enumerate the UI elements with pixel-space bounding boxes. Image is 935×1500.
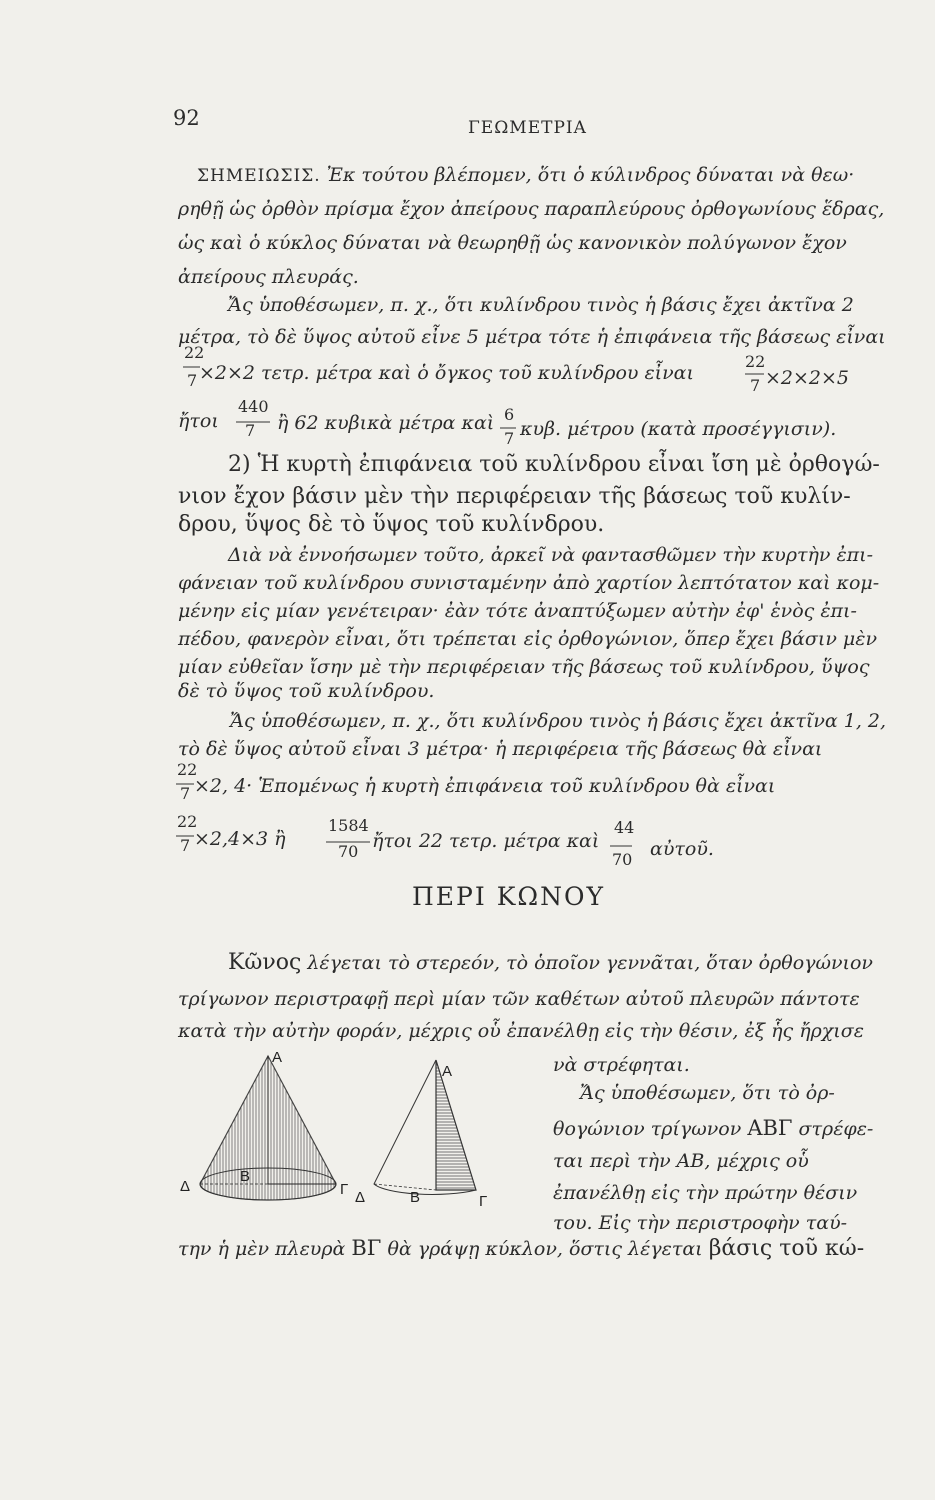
cone-line-3: κατὰ τὴν αὐτὴν φοράν, μέχρις οὗ ἐπανέλθῃ εἰς τὴν θέσιν, ἐξ ἧς ἤρχισε — [178, 1020, 864, 1042]
section-title: ΠΕΡΙ ΚΩΝΟΥ — [412, 882, 605, 911]
note-text-1: Ἐκ τούτου βλέπομεν, ὅτι ὁ κύλινδρος δύναται νὰ θεω· — [326, 164, 855, 186]
cone-line-6-c: στρέφε- — [798, 1118, 874, 1140]
explanation-line-4: πέδου, φανερὸν εἶναι, ὅτι τρέπεται εἰς ὀρθογώνιον, ὅπερ ἔχει βάσιν μὲν — [178, 628, 878, 650]
point2-line-1: 2) Ἡ κυρτὴ ἐπιφάνεια τοῦ κυλίνδρου εἶναι ἴση μὲ ὀρθογώ- — [228, 452, 880, 477]
explanation-line-5: μίαν εὐθεῖαν ἴσην μὲ τὴν περιφέρειαν τῆς βάσεως τοῦ κυλίνδρου, ὕψος — [178, 656, 870, 678]
ex2-fraction-70-denominator: 70 — [338, 842, 359, 861]
ex2-fraction-44-numerator: 44 — [614, 818, 635, 837]
triangle-point-b-label: Β — [410, 1189, 421, 1206]
cone-line-2: τρίγωνον περιστραφῇ περὶ μίαν τῶν καθέτων αὐτοῦ πλευρῶν πάντοτε — [178, 988, 860, 1010]
ex1-fraction-7c-denominator: 7 — [245, 421, 256, 440]
ex2-fraction-22b-numerator: 22 — [177, 812, 198, 831]
example2-line-1: Ἄς ὑποθέσωμεν, π. χ., ὅτι κυλίνδρου τινὸς ἡ βάσις ἔχει ἀκτῖνα 1, 2, — [230, 710, 887, 732]
ex1-fraction-6-numerator: 6 — [504, 405, 515, 424]
triangle-point-g-label: Γ — [479, 1193, 488, 1210]
triangle-vertex-a-label: Α — [442, 1063, 453, 1080]
cone-line-5: Ἄς ὑποθέσωμεν, ὅτι τὸ ὀρ- — [580, 1082, 835, 1104]
example2-line-3: ×2, 4· Ἑπομένως ἡ κυρτὴ ἐπιφάνεια τοῦ κυλίνδρου θὰ εἶναι — [194, 775, 776, 797]
ex2-fraction-7-denominator: 7 — [180, 784, 191, 803]
example1-line-2: μέτρα, τὸ δὲ ὕψος αὐτοῦ εἶνε 5 μέτρα τότε ἡ ἐπιφάνεια τῆς βάσεως εἶναι — [178, 326, 886, 348]
ex2-fraction-1584-numerator: 1584 — [328, 816, 369, 835]
ex1-fraction-7-denominator: 7 — [187, 371, 198, 390]
point2-line-3: δρου, ὕψος δὲ τὸ ὕψος τοῦ κυλίνδρου. — [178, 512, 605, 537]
example2-line-4-mid: ἤτοι 22 τετρ. μέτρα καὶ — [372, 830, 600, 852]
side-bg: ΒΓ — [351, 1236, 382, 1260]
cone-line-9: του. Εἰς τὴν περιστροφὴν ταύ- — [553, 1212, 848, 1234]
example1-line-4-start: ἤτοι — [178, 410, 219, 432]
example2-line-4-start: ×2,4×3 ἢ — [194, 828, 286, 850]
example2-line-4-end: αὐτοῦ. — [650, 838, 714, 860]
cone-line-8: ἐπανέλθῃ εἰς τὴν πρώτην θέσιν — [553, 1182, 858, 1204]
cone-line-10 — [178, 1236, 864, 1261]
explanation-line-1: Διὰ νὰ ἐννοήσωμεν τοῦτο, ἀρκεῖ νὰ φαντασθῶμεν τὴν κυρτὴν ἐπι- — [228, 544, 874, 566]
example1-line-3: ×2×2 τετρ. μέτρα καὶ ὁ ὄγκος τοῦ κυλίνδρου εἶναι — [199, 362, 694, 384]
note-line-2: ρηθῇ ὡς ὀρθὸν πρίσμα ἔχον ἀπείρους παραπλεύρους ὀρθογωνίους ἕδρας, — [178, 198, 885, 220]
note-line-4: ἀπείρους πλευράς. — [178, 266, 359, 288]
example1-line-4-end: κυβ. μέτρου (κατὰ προσέγγισιν). — [520, 418, 837, 440]
ex1-fraction-7b-denominator: 7 — [750, 376, 761, 395]
note-line-3: ὡς καὶ ὁ κύκλος δύναται νὰ θεωρηθῇ ὡς κανονικὸν πολύγωνον ἔχον — [178, 232, 847, 254]
explanation-line-2: φάνειαν τοῦ κυλίνδρου συνισταμένην ἀπὸ χαρτίον λεπτότατον καὶ κομ- — [178, 572, 880, 594]
ex2-fraction-22-numerator: 22 — [177, 760, 198, 779]
cone-line-1-text: λέγεται τὸ στερεόν, τὸ ὁποῖον γεννᾶται, ὅταν ὀρθογώνιον — [307, 952, 873, 974]
cone-line-10-a: την ἡ μὲν πλευρὰ — [178, 1238, 346, 1260]
example1-line-1: Ἄς ὑποθέσωμεν, π. χ., ὅτι κυλίνδρου τινὸς ἡ βάσις ἔχει ἀκτῖνα 2 — [228, 294, 854, 316]
cone-drawing — [200, 1056, 336, 1200]
ex1-fraction-22b-numerator: 22 — [745, 352, 766, 371]
cone-line-6 — [553, 1116, 873, 1140]
cone-point-d-label: Δ — [180, 1178, 191, 1195]
cone-line-1 — [228, 950, 873, 975]
term-basis: βάσις τοῦ κώ- — [708, 1236, 865, 1261]
cone-line-4: νὰ στρέφηται. — [553, 1054, 690, 1076]
ex2-fraction-7b-denominator: 7 — [180, 836, 191, 855]
cone-line-6-a: θογώνιον τρίγωνον — [553, 1118, 742, 1140]
cone-vertex-a-label: Α — [272, 1049, 283, 1066]
point2-line-2: νιον ἔχον βάσιν μὲν τὴν περιφέρειαν τῆς βάσεως τοῦ κυλίν- — [178, 484, 851, 509]
ex1-fraction-7d-denominator: 7 — [504, 429, 515, 448]
cone-point-g-label: Γ — [340, 1181, 349, 1198]
term-konos: Κῶνος — [228, 950, 302, 975]
triangle-abg: ΑΒΓ — [747, 1116, 793, 1140]
triangle-point-d-label: Δ — [355, 1189, 366, 1206]
ex1-fraction-440-numerator: 440 — [238, 397, 269, 416]
note-label: ΣΗΜΕΙΩΣΙΣ. — [197, 166, 321, 186]
cone-line-7: ται περὶ τὴν ΑΒ, μέχρις οὗ — [553, 1150, 809, 1172]
cone-figure — [180, 1046, 540, 1216]
explanation-line-3: μένην εἰς μίαν γενέτειραν· ἐὰν τότε ἀναπτύξωμεν αὐτὴν ἐφ' ἑνὸς ἐπι- — [178, 600, 857, 622]
example1-line-4-mid: ἢ 62 κυβικὰ μέτρα καὶ — [277, 412, 495, 434]
example2-line-2: τὸ δὲ ὕψος αὐτοῦ εἶναι 3 μέτρα· ἡ περιφέρεια τῆς βάσεως θὰ εἶναι — [178, 738, 823, 760]
running-title: ΓΕΩΜΕΤΡΙΑ — [468, 118, 587, 138]
page-number: 92 — [173, 106, 200, 130]
cone-point-b-label: Β — [240, 1168, 251, 1185]
ex1-fraction-22-numerator: 22 — [184, 343, 205, 362]
example1-line-3-end: ×2×2×5 — [765, 367, 850, 389]
ex2-fraction-70b-denominator: 70 — [612, 850, 633, 869]
explanation-line-6: δὲ τὸ ὕψος τοῦ κυλίνδρου. — [178, 680, 435, 702]
triangle-drawing — [374, 1060, 476, 1194]
cone-line-10-c: θὰ γράψῃ κύκλον, ὅστις λέγεται — [387, 1238, 703, 1260]
